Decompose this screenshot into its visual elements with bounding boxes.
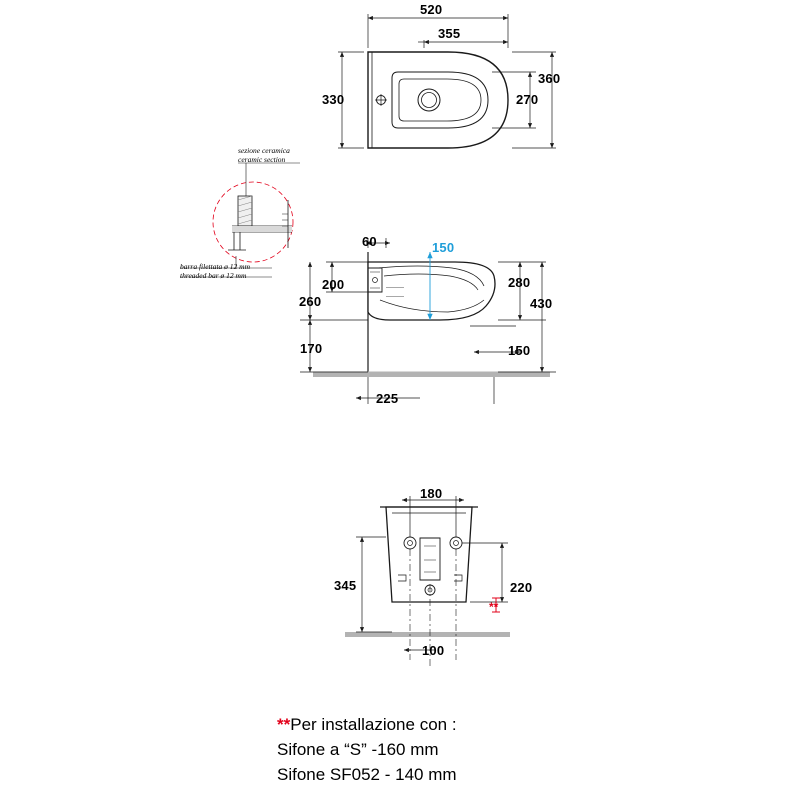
dim-front-180: 180 xyxy=(420,486,443,501)
ceramic-section-detail-geometry xyxy=(213,182,293,262)
side-view-geometry xyxy=(313,252,553,377)
dim-side-150-top: 150 xyxy=(432,240,455,255)
dim-top-355: 355 xyxy=(438,26,461,41)
front-view-geometry xyxy=(345,507,510,637)
note-asterisks: ** xyxy=(277,715,291,734)
dim-side-60: 60 xyxy=(362,234,377,249)
dim-side-150-right: 150 xyxy=(508,343,531,358)
dim-top-270: 270 xyxy=(516,92,539,107)
note-line-1-text: Per installazione con : xyxy=(290,715,457,734)
dim-top-520: 520 xyxy=(420,2,443,17)
detail-label-threaded-bar: barra filettata ø 12 mm threaded bar ø 12 mm xyxy=(180,262,251,281)
dim-top-360: 360 xyxy=(538,71,561,86)
note-line-3: Sifone SF052 - 140 mm xyxy=(277,765,457,784)
dim-top-330: 330 xyxy=(322,92,345,107)
dim-side-260: 260 xyxy=(299,294,322,309)
dim-side-430: 430 xyxy=(530,296,553,311)
dim-side-170: 170 xyxy=(300,341,323,356)
dim-front-220: 220 xyxy=(510,580,533,595)
dim-side-200: 200 xyxy=(322,277,345,292)
detail-label-ceramic-section: sezione ceramica ceramic section xyxy=(238,146,290,165)
note-line-2: Sifone a “S” -160 mm xyxy=(277,740,439,759)
dim-front-345: 345 xyxy=(334,578,357,593)
note-line-1 xyxy=(277,715,457,735)
dim-side-225: 225 xyxy=(376,391,399,406)
dim-side-280: 280 xyxy=(508,275,531,290)
top-view-geometry xyxy=(368,52,508,148)
dim-front-100: 100 xyxy=(422,643,445,658)
front-view-footnote-marker: ** xyxy=(489,600,499,614)
